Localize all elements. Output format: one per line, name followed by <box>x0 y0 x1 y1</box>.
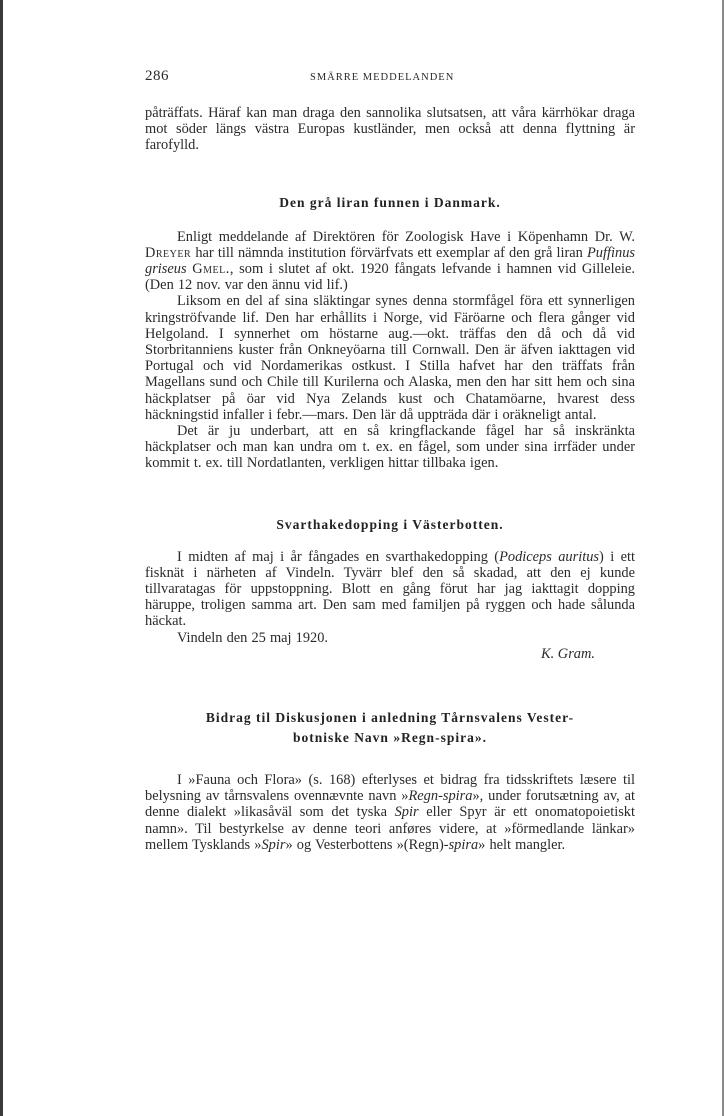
heading-bidrag-line-2: botniske Navn »Regn-spira». <box>293 730 487 746</box>
species-name: Podiceps auritus <box>499 548 600 565</box>
author-dreyer: Dreyer <box>145 244 192 261</box>
page-number: 286 <box>145 68 169 84</box>
heading-svarthakedopping: Svarthakedopping i Västerbotten. <box>276 516 504 532</box>
page-edge-left <box>0 0 3 1116</box>
heading-bidrag <box>145 708 635 748</box>
species-authority: Gmel. <box>192 261 230 278</box>
running-head <box>145 60 635 84</box>
liran-paragraph-2: Liksom en del af sina släktingar synes denna stormfågel föra ett synnerligen kringströfvande lif. Den har erhållits i Norge, vid Färöarne och flera gånger vid Helgoland. I synnerhet om höstarne aug.—okt. träffas den då och då vid Storbritanniens kuster från Onkneyöarna till Cornwall. Den är äfven iakttagen vid Portugal och vid Nordamerikas ostkust. I Stilla hafvet har den träffats från Magellans sund och Chile till Kurilerna och Alaska, men den har sitt hem och sina häckplatser på öar vid Nya Zelands kust och Chatamöarne, hvarest dess häckningstid infaller i febr.—mars. Den lär då uppträda där i oräkneligt antal. <box>145 293 635 423</box>
species-name: Puffinus griseus <box>145 244 635 278</box>
date-line: Vindeln den 25 maj 1920. <box>177 629 329 646</box>
svarthake-paragraph: I midten af maj i år fångades en svarthakedopping (Podiceps auritus) i ett fisknät i närheten af Vindeln. Tyvärr blef den så skadad, att den ej kunde tillvaratagas för uppstoppning. Blott en gång förut har jag iakttagit dopping häruppe, troligen samma art. Den sam med familjen på ryggen och hade sålunda häckat. <box>145 548 635 630</box>
running-title: SMÄRRE MEDDELANDEN <box>310 72 455 83</box>
liran-paragraph-1: Enligt meddelande af Direktören för Zoologisk Have i Köpenhamn Dr. W. Dreyer har till nämnda institution förvärfvats ett exemplar af den grå liran Puffinus griseus Gmel., som i slutet af okt. 1920 fångats lefvande i hamnen vid Gilleleie. (Den 12 nov. var den ännu vid lif.) <box>145 228 635 294</box>
liran-paragraph-3: Det är ju underbart, att en så kringflackande fågel har så inskränkta häckplatser och man kan undra om t. ex. en fågel, som under sina irrfäder under kommit t. ex. till Nordatlanten, verkligen hittar tillbaka igen. <box>145 423 635 472</box>
page-content <box>145 60 635 853</box>
heading-liran: Den grå liran funnen i Danmark. <box>279 194 501 210</box>
author-signature: K. Gram. <box>541 645 595 662</box>
bidrag-paragraph: I »Fauna och Flora» (s. 168) efterlyses et bidrag fra tidsskriftets læsere til belysning av tårnsvalens ovennævnte navn »Regn-spira», under forutsætning av, at denne dialekt »likasåväl som det tyska Spir eller Spyr är ett onomatopoietiskt namn». Til bestyrkelse av denne teori anføres videre, at »förmedlande länkar» mellem Tysklands »Spir» og Vesterbottens »(Regn)-spira» helt mangler. <box>145 772 635 853</box>
heading-bidrag-line-1: Bidrag til Diskusjonen i anledning Tårnsvalens Vester- <box>205 710 575 726</box>
intro-paragraph: påträffats. Häraf kan man draga den sannolika slutsatsen, att våra kärrhökar draga mot söder längs västra Europas kustländer, men också att denna flyttning är farofylld. <box>145 105 635 154</box>
